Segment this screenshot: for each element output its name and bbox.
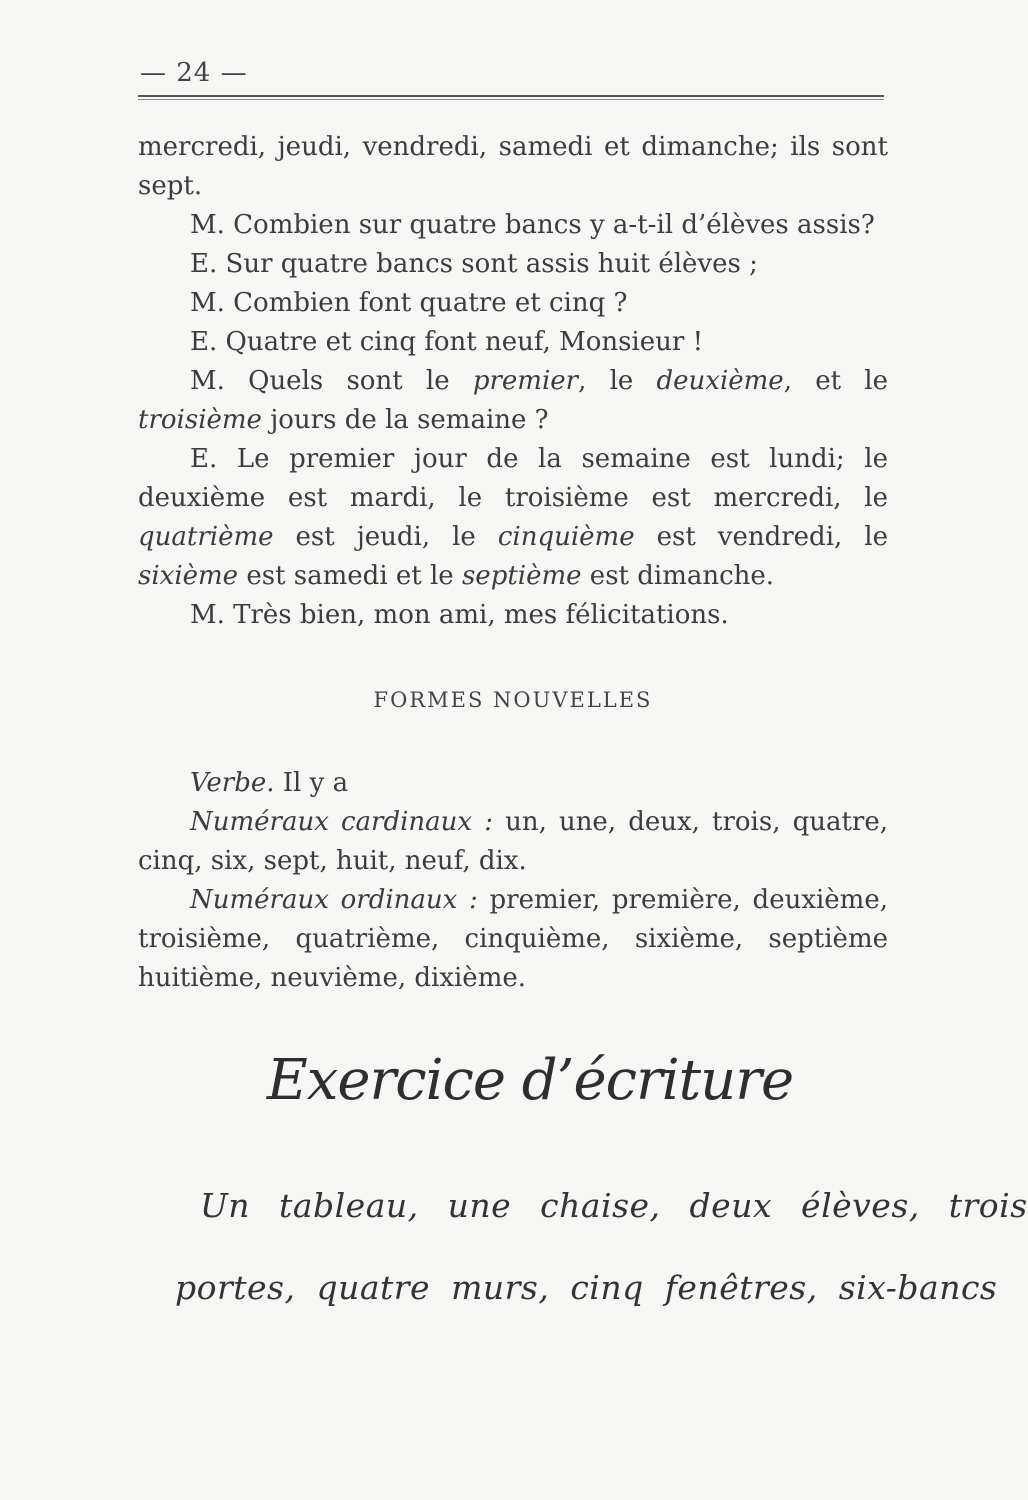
text-run: E. Le premier jour de la semaine est lundi; le deuxième est mardi, le troisième est mercredi, le (138, 444, 888, 513)
text-body (138, 128, 888, 998)
section-title: FORMES NOUVELLES (373, 688, 653, 712)
paragraph-cardinaux (138, 803, 888, 881)
text-run: est jeudi, le (273, 522, 498, 552)
handwriting-line-2: portes, quatre murs, cinq fenêtres, six-bancs (175, 1268, 998, 1307)
text-run: M. Quels sont le (190, 366, 473, 396)
text-run: , et le (783, 366, 888, 396)
paragraph-answer-benches: E. Sur quatre bancs sont assis huit élèves ; (190, 249, 758, 279)
paragraph-answer-sum: E. Quatre et cinq font neuf, Monsieur ! (190, 327, 704, 357)
italic-word: septième (461, 561, 582, 591)
text-run: Il y a (274, 768, 349, 798)
paragraph-question-ordinals (138, 362, 888, 440)
text-run: , le (578, 366, 657, 396)
paragraph-answer-ordinals (138, 440, 888, 596)
paragraph-congratulations: M. Très bien, mon ami, mes félicitations. (190, 600, 729, 630)
handwriting-line-1: Un tableau, une chaise, deux élèves, trois (200, 1186, 1028, 1225)
italic-word: premier (472, 366, 579, 396)
header-rule-thin (138, 99, 884, 100)
italic-word: deuxième (656, 366, 784, 396)
handwriting-title: Exercice d’écriture (266, 1048, 794, 1113)
label-ordinaux: Numéraux ordinaux : (190, 885, 478, 915)
text-run: est samedi et le (238, 561, 462, 591)
italic-word: sixième (138, 561, 239, 591)
page-number: — 24 — (140, 58, 248, 88)
italic-word: quatrième (138, 522, 274, 552)
text-run: est dimanche. (581, 561, 775, 591)
text-run: est vendredi, le (634, 522, 888, 552)
label-verbe: Verbe. (190, 768, 275, 798)
header-rule-thick (138, 95, 884, 97)
paragraph-verbe (138, 764, 888, 803)
italic-word: cinquième (497, 522, 635, 552)
paragraph-days: mercredi, jeudi, vendredi, samedi et dimanche; ils sont sept. (138, 132, 888, 201)
paragraph-question-sum: M. Combien font quatre et cinq ? (190, 288, 628, 318)
text-run: premier, première, deuxième, troisième, quatrième, cinquième, sixième, septième huitième, neuvième, dixième. (138, 885, 888, 993)
text-run: un, une, deux, trois, quatre, cinq, six, sept, huit, neuf, dix. (138, 807, 888, 876)
italic-word: troisième (138, 405, 262, 435)
paragraph-question-benches: M. Combien sur quatre bancs y a-t-il d’élèves assis? (190, 210, 875, 240)
text-run: jours de la semaine ? (261, 405, 549, 435)
paragraph-ordinaux (138, 881, 888, 998)
label-cardinaux: Numéraux cardinaux : (190, 807, 493, 837)
